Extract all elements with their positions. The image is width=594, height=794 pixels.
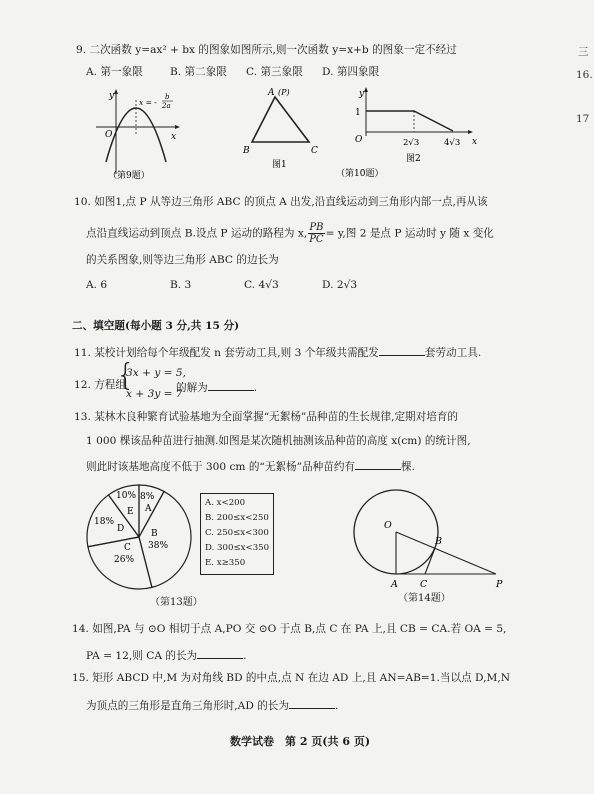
q10-option-a: A. 6 xyxy=(86,279,108,291)
q15-answer-blank[interactable] xyxy=(289,697,335,709)
q10-line-1: 10. 如图1,点 P 从等边三角形 ABC 的顶点 A 出发,沿直线运动到三角形内部一点,再从该 xyxy=(74,196,488,208)
fig9-axis-eq: x = - xyxy=(139,98,157,107)
margin-char: 17 xyxy=(576,113,590,125)
fig10-caption-question: （第10题） xyxy=(336,169,384,179)
fig10-graph-tick-1: 2√3 xyxy=(403,138,420,148)
fig14-label-p: P xyxy=(496,579,503,590)
q12-eq-1: 3x + y = 5, xyxy=(126,367,187,379)
fig14-label-b: B xyxy=(435,536,442,547)
margin-char: 三 xyxy=(578,46,589,58)
margin-char: 16. xyxy=(576,69,593,81)
q14-caption: （第14题） xyxy=(398,593,451,604)
q12-brace: { xyxy=(116,358,136,393)
legend-item-a: A. x<200 xyxy=(205,498,246,508)
fig9-y-label: y xyxy=(109,91,115,101)
fig9-frac-num: b xyxy=(165,93,170,101)
q9-option-a: A. 第一象限 xyxy=(86,66,143,78)
q10-line-2 xyxy=(86,222,494,245)
pie-slice-pct-b: 38% xyxy=(148,541,169,551)
figure-q10-triangle xyxy=(238,84,330,170)
q11-text xyxy=(74,344,481,360)
legend-item-d: D. 300≤x<350 xyxy=(205,543,270,553)
fig14-label-o: O xyxy=(384,520,392,531)
q10-fraction xyxy=(308,222,324,245)
fig9-x-label: x xyxy=(171,132,177,142)
q10-line-3: 的关系图象,则等边三角形 ABC 的边长为 xyxy=(86,254,279,266)
q12-end: . xyxy=(253,382,258,394)
figure-q14-circle xyxy=(346,490,516,598)
fig10-graph-origin: O xyxy=(355,135,363,145)
fig10-graph-tick-2: 4√3 xyxy=(444,138,461,148)
q9-option-b: B. 第二象限 xyxy=(170,66,227,78)
q10-line-2b: = y,图 2 是点 P 运动时 y 随 x 变化 xyxy=(325,227,494,240)
fig10-caption-2: 图2 xyxy=(406,154,421,164)
section-title: 二、填空题(每小题 3 分,共 15 分) xyxy=(72,320,240,332)
q14-line-1: 14. 如图,PA 与 ⊙O 相切于点 A,PO 交 ⊙O 于点 B,点 C 在 PA 上,且 CB = CA.若 OA = 5, xyxy=(72,623,507,635)
q13-line-3 xyxy=(86,458,415,474)
fig9-frac-den: 2a xyxy=(162,102,171,110)
pie-legend xyxy=(200,493,274,575)
q10-option-c: C. 4√3 xyxy=(244,279,279,291)
fig10-vertex-c: C xyxy=(311,146,318,156)
legend-item-e: E. x≥350 xyxy=(205,558,246,568)
q13-line-2: 1 000 棵该品种苗进行抽测.如图是某次随机抽测该品种苗的高度 x(cm) 的统计图, xyxy=(86,435,471,447)
q15-body: 为顶点的三角形是直角三角形时,AD 的长为 xyxy=(86,700,289,712)
figure-q10-graph xyxy=(336,84,487,184)
q15-line-2 xyxy=(86,697,338,713)
q14-body: PA = 12,则 CA 的长为 xyxy=(86,650,198,662)
q12-suffix-line xyxy=(176,379,257,395)
fig9-caption: （第9题） xyxy=(108,171,150,181)
q11-answer-blank[interactable] xyxy=(379,344,425,356)
pie-slice-label-b: B xyxy=(151,529,158,539)
q11-body: 11. 某校计划给每个年级配发 n 套劳动工具,则 3 个年级共需配发 xyxy=(74,347,379,359)
q12-answer-blank[interactable] xyxy=(208,379,254,391)
fig10-graph-x: x xyxy=(472,137,478,147)
legend-item-c: C. 250≤x<300 xyxy=(205,528,269,538)
q13-line-1: 13. 某林木良种繁育试验基地为全面掌握“无絮杨”品种苗的生长规律,定期对培育的 xyxy=(74,411,459,423)
q9-option-d: D. 第四象限 xyxy=(322,66,380,78)
pie-slice-label-a: A xyxy=(145,504,152,514)
page-footer: 数学试卷 第 2 页(共 6 页) xyxy=(230,735,371,748)
fig14-label-c: C xyxy=(420,579,428,590)
pie-slice-label-c: C xyxy=(124,543,131,553)
q13-tail: 棵. xyxy=(401,461,415,473)
figure-q13-pie-chart xyxy=(84,482,194,592)
q10-option-b: B. 3 xyxy=(170,279,192,291)
pie-slice-pct-a: 8% xyxy=(140,492,155,502)
pie-slice-pct-e: 10% xyxy=(116,491,137,501)
q10-line-2a: 点沿直线运动到顶点 B.设点 P 运动的路程为 x, xyxy=(86,227,308,240)
fig10-vertex-p: (P) xyxy=(278,88,290,97)
pie-slice-pct-d: 18% xyxy=(94,517,115,527)
q11-tail: 套劳动工具. xyxy=(424,347,482,359)
q13-body: 则此时该基地高度不低于 300 cm 的“无絮杨”品种苗约有 xyxy=(86,461,356,473)
fig10-vertex-b: B xyxy=(243,146,250,156)
q12-eq-2: x + 3y = 7 xyxy=(126,388,183,400)
pie-slice-label-e: E xyxy=(127,507,134,517)
fig9-origin-label: O xyxy=(105,130,113,140)
q13-answer-blank[interactable] xyxy=(355,458,401,470)
fig14-label-a: A xyxy=(391,579,398,590)
q14-line-2 xyxy=(86,647,247,663)
q12-prefix: 12. 方程组 xyxy=(74,379,126,391)
fig10-graph-y: y xyxy=(359,89,365,99)
pie-slice-label-d: D xyxy=(117,524,125,534)
q10-option-d: D. 2√3 xyxy=(322,279,358,291)
q10-frac-num: PB xyxy=(309,222,324,233)
fig10-graph-one: 1 xyxy=(355,108,361,118)
q14-end: . xyxy=(243,650,247,662)
pie-slice-pct-c: 26% xyxy=(114,555,135,565)
legend-item-b: B. 200≤x<250 xyxy=(205,513,269,523)
q15-end: . xyxy=(334,700,339,712)
q9-text: 9. 二次函数 y=ax² + bx 的图象如图所示,则一次函数 y=x+b 的图象一定不经过 xyxy=(76,44,457,56)
q10-frac-den: PC xyxy=(309,234,324,245)
q9-option-c: C. 第三象限 xyxy=(246,66,303,78)
figure-q9-parabola xyxy=(92,84,188,182)
q14-answer-blank[interactable] xyxy=(197,647,243,659)
q13-caption: （第13题） xyxy=(150,597,203,608)
q12-suffix: 的解为 xyxy=(176,382,208,394)
fig10-caption-1: 图1 xyxy=(272,160,287,170)
fig10-vertex-a: A xyxy=(268,88,275,98)
q15-line-1: 15. 矩形 ABCD 中,M 为对角线 BD 的中点,点 N 在边 AD 上,且 AN=AB=1.当以点 D,M,N xyxy=(72,672,510,684)
